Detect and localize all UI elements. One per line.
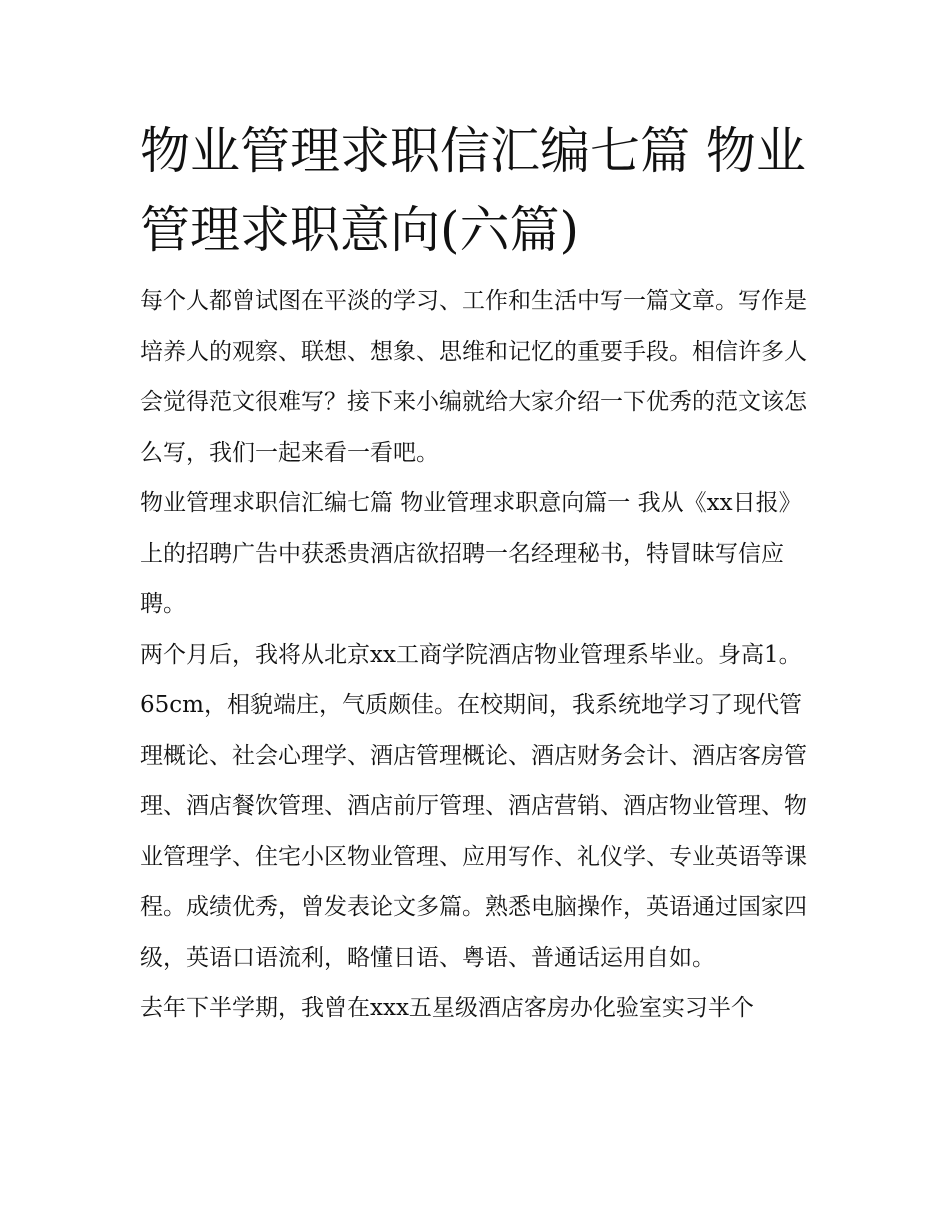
paragraph-application: 物业管理求职信汇编七篇 物业管理求职意向篇一 我从《xx日报》上的招聘广告中获悉贵酒店欲招聘一名经理秘书，特冒昧写信应聘。 [140,490,802,617]
paragraph-education: 两个月后，我将从北京xx工商学院酒店物业管理系毕业。身高1。65cm，相貌端庄，气质颇佳。在校期间，我系统地学习了现代管理概论、社会心理学、酒店管理概论、酒店财务会计、酒店客房管理、酒店餐饮管理、酒店前厅管理、酒店营销、酒店物业管理、物业管理学、住宅小区物业管理、应用写作、礼仪学、专业英语等课程。成绩优秀，曾发表论文多篇。熟悉电脑操作，英语通过国家四级，英语口语流利，略懂日语、粤语、普通话运用自如。 [140,641,807,971]
document-title: 物业管理求职信汇编七篇 物业管理求职意向(六篇) [140,122,806,259]
paragraph-intro: 每个人都曾试图在平淡的学习、工作和生活中写一篇文章。写作是培养人的观察、联想、想象、思维和记忆的重要手段。相信许多人会觉得范文很难写？接下来小编就给大家介绍一下优秀的范文该怎么写，我们一起来看一看吧。 [140,288,807,466]
document-body [140,276,812,1034]
paragraph-internship: 去年下半学期，我曾在xxx五星级酒店客房办化验室实习半个 [140,995,754,1021]
